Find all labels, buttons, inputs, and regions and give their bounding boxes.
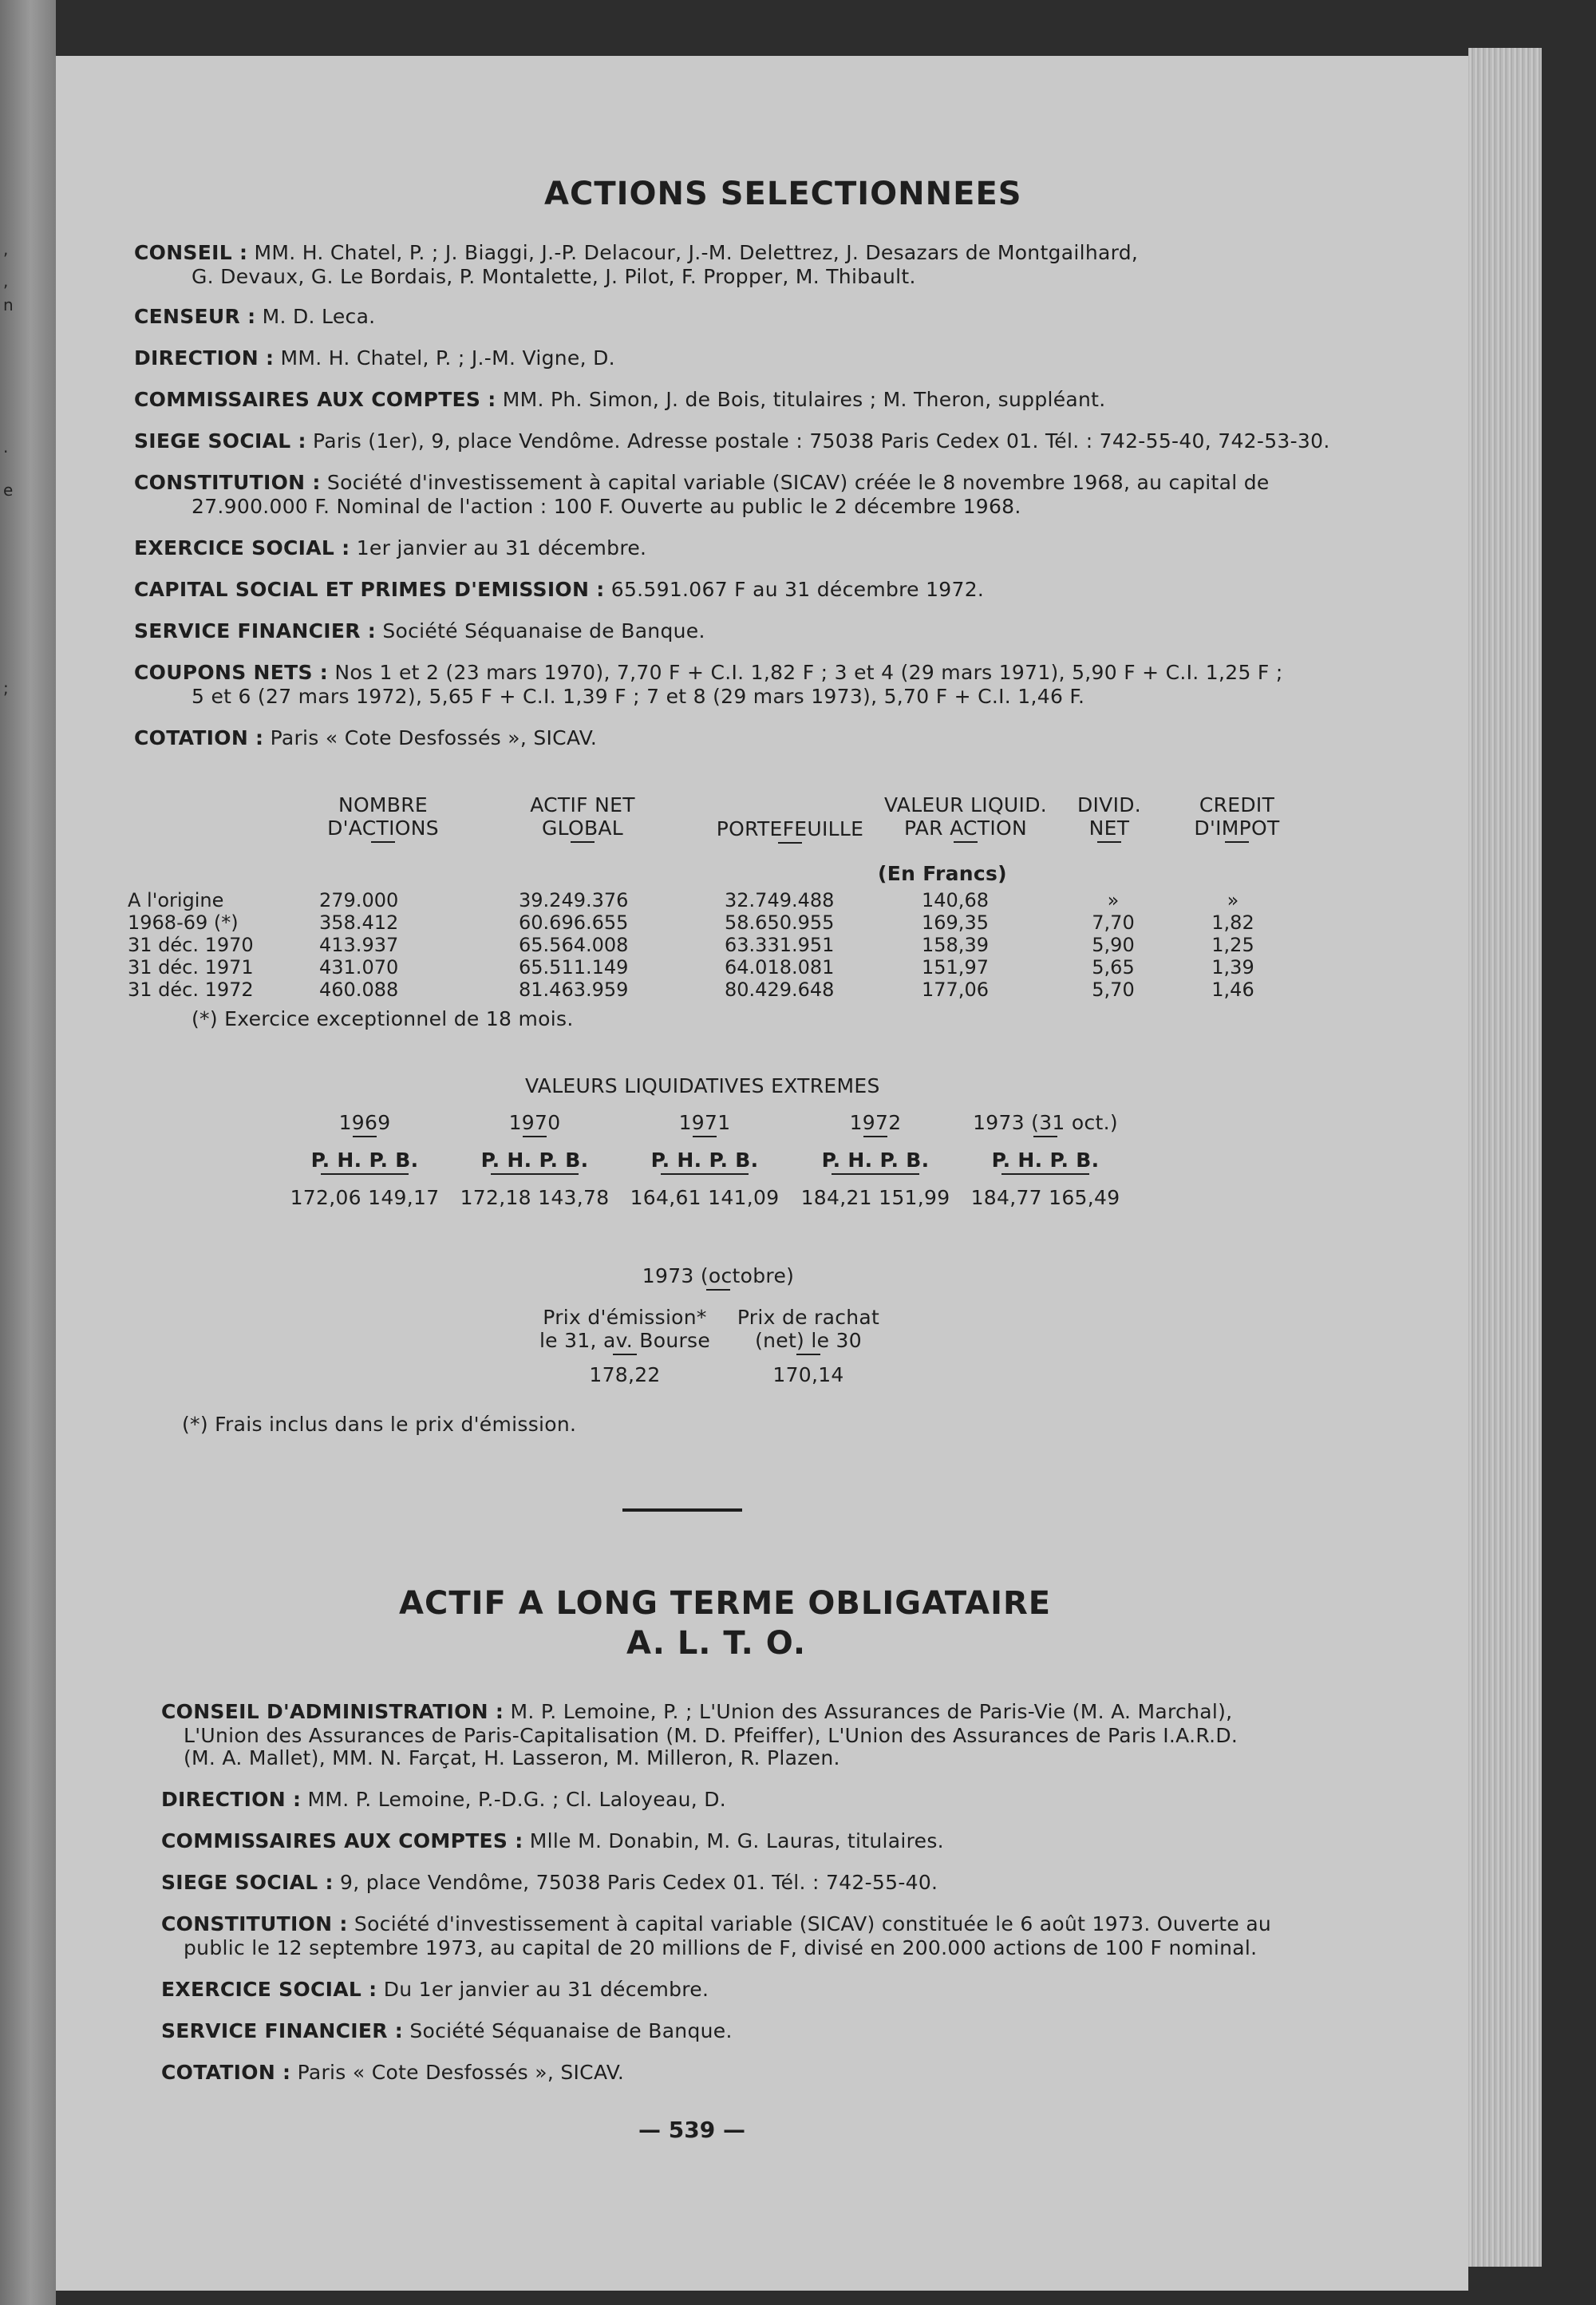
table-cell: 60.696.655 — [519, 911, 629, 934]
field-label: COTATION : — [134, 726, 264, 749]
field-label: DIRECTION : — [161, 1788, 302, 1811]
ph-pb-header — [629, 1149, 780, 1172]
table-footnote: (*) Exercice exceptionnel de 18 mois. — [192, 1007, 574, 1030]
table-cell: 5,65 — [1092, 956, 1135, 979]
ph-value: 184,21 — [800, 1186, 872, 1209]
field-label: SIEGE SOCIAL : — [134, 429, 306, 453]
field-value: MM. H. Chatel, P. ; J. Biaggi, J.-P. Delacour, J.-M. Delettrez, J. Desazars de Montgailhard, — [254, 241, 1139, 264]
field-value: Nos 1 et 2 (23 mars 1970), 7,70 F + C.I. 1,82 F ; 3 et 4 (29 mars 1971), 5,90 F + C.I. 1,25 F ; — [334, 661, 1283, 684]
field-value: Mlle M. Donabin, M. G. Lauras, titulaires. — [529, 1829, 944, 1852]
pb-label: P. B. — [539, 1149, 589, 1172]
book-page-edges — [1468, 48, 1542, 2267]
header-line: VALEUR LIQUID. — [884, 793, 1047, 816]
table-cell: 177,06 — [922, 979, 989, 1001]
exercice-line — [134, 536, 646, 559]
section-title: ACTIONS SELECTIONNEES — [544, 176, 1022, 212]
section-subtitle: A. L. T. O. — [626, 1625, 807, 1662]
ph-pb-values — [970, 1186, 1121, 1209]
ph-pb-values — [459, 1186, 610, 1209]
header-line: PAR ACTION — [903, 816, 1028, 840]
constitution-line-2: public le 12 septembre 1973, au capital de 20 millions de F, divisé en 200.000 actions de 100 F nominal. — [184, 1936, 1258, 1959]
siege-line — [161, 1871, 938, 1894]
ph-pb-values — [800, 1186, 951, 1209]
table-cell: 1,82 — [1211, 911, 1254, 934]
field-label: COUPONS NETS : — [134, 661, 329, 684]
table-cell: 7,70 — [1092, 911, 1135, 934]
field-value: M. P. Lemoine, P. ; L'Union des Assurances de Paris-Vie (M. A. Marchal), — [510, 1700, 1233, 1723]
constitution-line — [134, 471, 1270, 494]
table-cell: 158,39 — [922, 934, 989, 956]
header-dash — [954, 841, 978, 843]
table-cell: 1,39 — [1211, 956, 1254, 979]
table-cell: » — [1107, 889, 1120, 911]
table-header-nombre — [287, 793, 479, 843]
extremes-footnote: (*) Frais inclus dans le prix d'émission. — [182, 1413, 577, 1436]
extremes-year: 1971 — [678, 1111, 731, 1134]
constitution-line-2: 27.900.000 F. Nominal de l'action : 100 F. Ouverte au public le 2 décembre 1968. — [192, 495, 1021, 518]
header-dash — [1033, 1136, 1057, 1137]
field-value: Société Séquanaise de Banque. — [409, 2019, 733, 2042]
direction-line — [134, 346, 615, 370]
table-cell: 1,46 — [1211, 979, 1254, 1001]
table-cell: 279.000 — [319, 889, 399, 911]
table-cell: 58.650.955 — [725, 911, 835, 934]
section-title: ACTIF A LONG TERME OBLIGATAIRE — [399, 1585, 1052, 1622]
margin-fragment: n — [3, 295, 14, 314]
table-cell: 5,90 — [1092, 934, 1135, 956]
rachat-value: 170,14 — [772, 1363, 844, 1386]
header-line: ACTIF NET — [530, 793, 635, 816]
conseil-admin-line — [161, 1700, 1232, 1723]
field-label: EXERCICE SOCIAL : — [134, 536, 350, 559]
table-cell: 32.749.488 — [725, 889, 835, 911]
ph-pb-header — [970, 1149, 1121, 1172]
header-dash — [613, 1354, 637, 1355]
ph-label: P. H. — [310, 1149, 362, 1172]
rachat-label: (net) le 30 — [755, 1329, 862, 1352]
margin-fragment: . — [3, 437, 9, 457]
ph-label: P. H. — [991, 1149, 1043, 1172]
ph-pb-header — [459, 1149, 610, 1172]
table-header-actif — [487, 793, 678, 843]
field-label: CONSEIL : — [134, 241, 248, 264]
ph-label: P. H. — [480, 1149, 532, 1172]
header-dash — [693, 1136, 717, 1137]
field-value: Paris « Cote Desfossés », SICAV. — [270, 726, 598, 749]
header-dash — [863, 1136, 887, 1137]
field-label: COMMISSAIRES AUX COMPTES : — [134, 388, 496, 411]
header-line: CREDIT — [1199, 793, 1275, 816]
field-label: SIEGE SOCIAL : — [161, 1871, 334, 1894]
emission-label: le 31, av. Bourse — [539, 1329, 711, 1352]
conseil-admin-line-3: (M. A. Mallet), MM. N. Farçat, H. Lasseron, M. Milleron, R. Plazen. — [184, 1746, 840, 1769]
header-dash — [778, 842, 802, 844]
ph-value: 172,06 — [290, 1186, 361, 1209]
table-cell: 431.070 — [319, 956, 399, 979]
table-cell: 80.429.648 — [725, 979, 835, 1001]
table-cell: 169,35 — [922, 911, 989, 934]
field-value: MM. Ph. Simon, J. de Bois, titulaires ; M. Theron, suppléant. — [502, 388, 1106, 411]
extremes-year: 1973 (31 oct.) — [973, 1111, 1118, 1134]
ph-label: P. H. — [821, 1149, 873, 1172]
table-header-divid — [1057, 793, 1161, 843]
margin-fragment: e — [3, 480, 14, 500]
header-dash — [796, 1354, 820, 1355]
table-row-label: A l'origine — [128, 889, 224, 911]
direction-line — [161, 1788, 726, 1811]
field-value: 1er janvier au 31 décembre. — [356, 536, 647, 559]
table-cell: 64.018.081 — [725, 956, 835, 979]
section-divider — [622, 1508, 742, 1512]
field-label: SERVICE FINANCIER : — [134, 619, 377, 642]
exercice-line — [161, 1978, 709, 2001]
table-unit-note: (En Francs) — [878, 862, 1007, 885]
table-cell: 65.511.149 — [519, 956, 629, 979]
cotation-line — [161, 2061, 624, 2084]
field-label: EXERCICE SOCIAL : — [161, 1978, 377, 2001]
emission-block — [517, 1306, 733, 1386]
field-value: Du 1er janvier au 31 décembre. — [383, 1978, 709, 2001]
extremes-year-column — [459, 1111, 610, 1209]
table-cell: 1,25 — [1211, 934, 1254, 956]
header-line: D'ACTIONS — [327, 816, 439, 840]
field-value: Société Séquanaise de Banque. — [382, 619, 705, 642]
extremes-year: 1970 — [508, 1111, 561, 1134]
extremes-title: VALEURS LIQUIDATIVES EXTREMES — [525, 1074, 880, 1097]
extremes-year-column — [289, 1111, 440, 1209]
rachat-block — [709, 1306, 908, 1386]
table-cell: 413.937 — [319, 934, 399, 956]
ph-label: P. H. — [650, 1149, 702, 1172]
commissaires-line — [134, 388, 1106, 411]
field-label: CONSTITUTION : — [134, 471, 321, 494]
header-line: DIVID. — [1077, 793, 1142, 816]
table-cell: 5,70 — [1092, 979, 1135, 1001]
extremes-year-column — [629, 1111, 780, 1209]
header-dash — [661, 1173, 749, 1175]
field-value: 9, place Vendôme, 75038 Paris Cedex 01. Tél. : 742-55-40. — [340, 1871, 938, 1894]
emission-value: 178,22 — [589, 1363, 661, 1386]
pb-label: P. B. — [879, 1149, 930, 1172]
conseil-line-2: G. Devaux, G. Le Bordais, P. Montalette, J. Pilot, F. Propper, M. Thibault. — [192, 265, 916, 288]
margin-fragment: , — [3, 239, 9, 259]
pb-value: 143,78 — [538, 1186, 610, 1209]
extremes-year-column — [800, 1111, 951, 1209]
field-value: Paris « Cote Desfossés », SICAV. — [297, 2061, 625, 2084]
table-row-label: 31 déc. 1970 — [128, 934, 254, 956]
table-cell: 39.249.376 — [519, 889, 629, 911]
constitution-line — [161, 1912, 1271, 1935]
pb-value: 141,09 — [708, 1186, 780, 1209]
ph-value: 164,61 — [630, 1186, 701, 1209]
margin-fragment: , — [3, 271, 9, 291]
adjacent-page-edge — [0, 0, 56, 2305]
header-dash — [371, 841, 395, 843]
censeur-line — [134, 305, 375, 328]
oct-title — [598, 1264, 838, 1291]
conseil-line — [134, 241, 1138, 264]
field-label: CONSTITUTION : — [161, 1912, 348, 1935]
pb-value: 149,17 — [368, 1186, 440, 1209]
pb-label: P. B. — [369, 1149, 419, 1172]
commissaires-line — [161, 1829, 944, 1852]
field-label: COTATION : — [161, 2061, 291, 2084]
field-value: MM. P. Lemoine, P.-D.G. ; Cl. Laloyeau, D. — [307, 1788, 727, 1811]
pb-value: 165,49 — [1049, 1186, 1120, 1209]
coupons-line — [134, 661, 1283, 684]
table-cell: 81.463.959 — [519, 979, 629, 1001]
field-label: CAPITAL SOCIAL ET PRIMES D'EMISSION : — [134, 578, 605, 601]
ph-pb-values — [289, 1186, 440, 1209]
field-value: M. D. Leca. — [262, 305, 376, 328]
header-dash — [353, 1136, 377, 1137]
header-dash — [832, 1173, 919, 1175]
capital-line — [134, 578, 984, 601]
table-cell: 140,68 — [922, 889, 989, 911]
ph-pb-values — [629, 1186, 780, 1209]
ph-pb-header — [800, 1149, 951, 1172]
oct-title-text: 1973 (octobre) — [642, 1264, 795, 1287]
header-dash — [523, 1136, 547, 1137]
extremes-year: 1969 — [338, 1111, 391, 1134]
header-dash — [706, 1289, 730, 1291]
table-row-label: 31 déc. 1972 — [128, 979, 254, 1001]
header-dash — [491, 1173, 579, 1175]
service-line — [161, 2019, 733, 2042]
field-label: DIRECTION : — [134, 346, 275, 370]
cotation-line — [134, 726, 597, 749]
field-label: CONSEIL D'ADMINISTRATION : — [161, 1700, 504, 1723]
pb-label: P. B. — [1049, 1149, 1100, 1172]
rachat-label: Prix de rachat — [737, 1306, 880, 1329]
table-cell: 151,97 — [922, 956, 989, 979]
field-label: CENSEUR : — [134, 305, 256, 328]
table-cell: 358.412 — [319, 911, 399, 934]
header-dash — [321, 1173, 409, 1175]
ph-pb-header — [289, 1149, 440, 1172]
header-dash — [1225, 841, 1249, 843]
header-dash — [1097, 841, 1121, 843]
header-line: PORTEFEUILLE — [716, 817, 864, 840]
table-cell: » — [1227, 889, 1239, 911]
header-dash — [571, 841, 595, 843]
header-line: NOMBRE — [338, 793, 429, 816]
emission-label: Prix d'émission* — [543, 1306, 707, 1329]
field-value: Société d'investissement à capital variable (SICAV) constituée le 6 août 1973. Ouverte au — [354, 1912, 1272, 1935]
table-row-label: 31 déc. 1971 — [128, 956, 254, 979]
field-value: 65.591.067 F au 31 décembre 1972. — [610, 578, 985, 601]
page-number: — 539 — — [638, 2117, 745, 2143]
ph-value: 184,77 — [970, 1186, 1042, 1209]
field-label: COMMISSAIRES AUX COMPTES : — [161, 1829, 523, 1852]
table-header-valeur — [862, 793, 1069, 843]
service-line — [134, 619, 705, 642]
siege-line — [134, 429, 1330, 453]
coupons-line-2: 5 et 6 (27 mars 1972), 5,65 F + C.I. 1,39 F ; 7 et 8 (29 mars 1973), 5,70 F + C.I. 1,46 F. — [192, 685, 1085, 708]
field-label: SERVICE FINANCIER : — [161, 2019, 404, 2042]
field-value: Société d'investissement à capital variable (SICAV) créée le 8 novembre 1968, au capital de — [326, 471, 1270, 494]
header-line: GLOBAL — [541, 816, 624, 840]
extremes-year-column — [970, 1111, 1121, 1209]
extremes-year: 1972 — [849, 1111, 902, 1134]
ph-value: 172,18 — [460, 1186, 531, 1209]
header-dash — [1001, 1173, 1089, 1175]
header-line: D'IMPOT — [1194, 816, 1280, 840]
pb-value: 151,99 — [879, 1186, 950, 1209]
table-cell: 460.088 — [319, 979, 399, 1001]
margin-fragment: ; — [3, 678, 9, 698]
header-line: NET — [1088, 816, 1130, 840]
pb-label: P. B. — [709, 1149, 759, 1172]
table-cell: 65.564.008 — [519, 934, 629, 956]
book-page — [56, 56, 1468, 2291]
conseil-admin-line-2: L'Union des Assurances de Paris-Capitalisation (M. D. Pfeiffer), L'Union des Assurances de Paris I.A.R.D. — [184, 1724, 1238, 1747]
table-cell: 63.331.951 — [725, 934, 835, 956]
table-header-credit — [1169, 793, 1305, 843]
table-row-label: 1968-69 (*) — [128, 911, 239, 934]
field-value: Paris (1er), 9, place Vendôme. Adresse postale : 75038 Paris Cedex 01. Tél. : 742-55-40, 742-53-30. — [313, 429, 1330, 453]
field-value: MM. H. Chatel, P. ; J.-M. Vigne, D. — [280, 346, 615, 370]
